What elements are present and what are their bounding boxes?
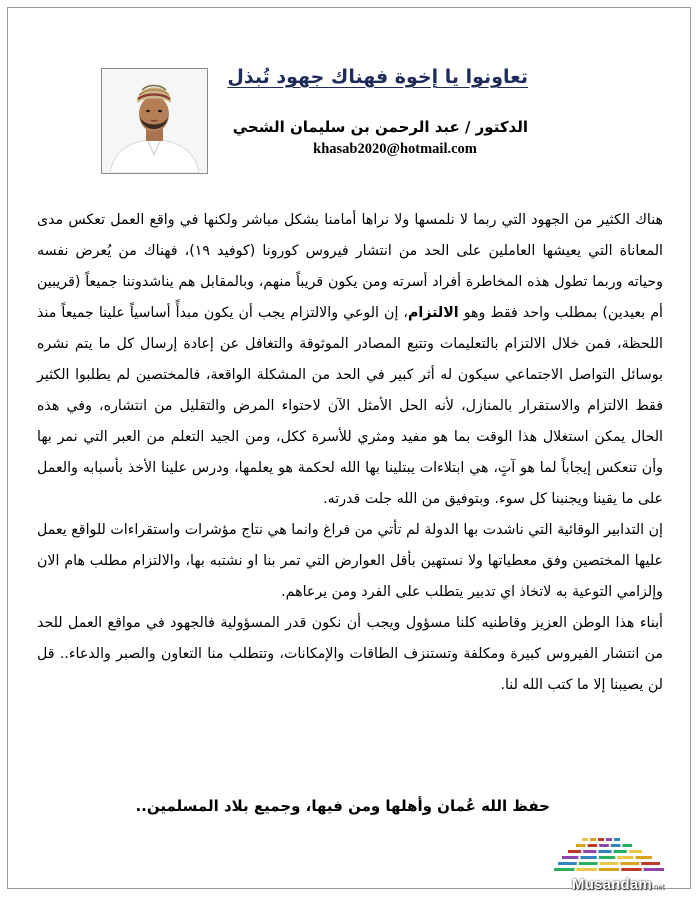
logo-stripe (580, 856, 596, 859)
logo-stripe (576, 868, 596, 871)
logo-stripe (621, 868, 641, 871)
logo-stripe (614, 850, 627, 853)
article-title: تعاونوا يا إخوة فهناك جهود تُبذل (227, 66, 528, 88)
logo-stripe (599, 856, 615, 859)
logo-stripe (576, 844, 586, 847)
logo-stripe (554, 868, 574, 871)
paragraph-2: إن التدابير الوقائية التي ناشدت بها الدولة لم تأتي من فراغ وانما هي نتاج مؤشرات واستقراءات للواقع يعمل عليها المختصين وفق معطياتها ولا نستهين بأقل العوارض التي تمر بنا او نشتبه بها، والالتزام مطلب هام الان وإلزامي التوعية به لاتخاذ اي تدبير يتطلب على الفرد ومن يرعاهم. (37, 522, 663, 600)
logo-stripe (629, 850, 642, 853)
article-body (37, 205, 663, 701)
logo-stripe (588, 844, 598, 847)
paragraph-1-part-2: ، إن الوعي والالتزام يجب أن يكون مبدأً أساسياً علينا جميعاً منذ اللحظة، فمن خلال الالتزام بالتعليمات وتتبع المصادر الموثوقة والتغافل عن إعادة إرسال كل ما يتم نشره بوسائل التواصل الاجتماعي سيكون له أثر كبير في الحد من المشكلة الواقعة، فالمختصين لم يطلبوا الكثير فقط الالتزام والاستقرار بالمنازل، لأنه الحل الأمثل الآن لاحتواء المرض والتقليل من انتشاره، وفي هذه الحال يمكن استغلال هذا الوقت بما هو مفيد ومثري للأسرة ككل، ومن الجيد التعلم من العبر التي نمر بها وأن تنعكس إيجاباً لما هو آتٍ، هي ابتلاءات يبتلينا بها الله لحكمة هو يعلمها، ودرس علينا الأخذ بأسبابه والعمل على ما يقينا ويجنبنا كل سوء. وبتوفيق من الله جلت قدرته. (37, 305, 663, 507)
logo-stripe (579, 862, 598, 865)
logo-stripe (568, 850, 581, 853)
logo-stripe (599, 844, 609, 847)
paragraph-1 (37, 205, 663, 515)
logo-stripe (620, 862, 639, 865)
watermark-name: Musandam (572, 876, 652, 893)
author-email[interactable]: khasab2020@hotmail.com (313, 141, 477, 157)
paragraph-3: أبناء هذا الوطن العزيز وقاطنيه كلنا مسؤول ويجب أن نكون قدر المسؤولية فالجهود في مواقع العمل للحد من انتشار الفيروس كبيرة ومكلفة وتستنزف الطاقات والإمكانات، وتتطلب منا التعاون والصبر والدعاء.. قل لن يصيبنا إلا ما كتب الله لنا. (37, 615, 663, 693)
author-photo (101, 68, 208, 174)
logo-stripe (617, 856, 633, 859)
logo-stripe (562, 856, 578, 859)
watermark-suffix: net (654, 883, 666, 892)
emphasis-commitment: الالتزام (408, 305, 459, 321)
logo-stripe (590, 838, 596, 841)
logo-stripe (583, 850, 596, 853)
paragraph-1-part-1: هناك الكثير من الجهود التي ربما لا نلمسها ولا نراها أمامنا بشكل مباشر ولكنها في واقع العمل تعكس مدى المعاناة التي يعيشها العاملين على الحد من انتشار فيروس كورونا (كوفيد ١٩)، فهناك من يُعرض نفسه وحياته وربما تطول هذه المخاطرة أفراد أسرته ومن يكون قريباً منهم، وبالمقابل هم يناشدوننا جميعاً (قريبين أم بعيدين) بمطلب واحد فقط وهو (37, 212, 663, 321)
logo-stripe (636, 856, 652, 859)
logo-stripe (558, 862, 577, 865)
logo-stripe (600, 862, 619, 865)
logo-stripe (644, 868, 664, 871)
logo-stripe (622, 844, 632, 847)
closing-prayer: حفظ الله عُمان وأهلها ومن فيها، وجميع بلاد المسلمين.. (135, 797, 550, 815)
logo-stripe (614, 838, 620, 841)
logo-stripe (611, 844, 621, 847)
logo-stripe (606, 838, 612, 841)
logo-stripe (582, 838, 588, 841)
logo-stripe (598, 850, 611, 853)
logo-stripe (599, 868, 619, 871)
logo-stripe (598, 838, 604, 841)
author-name: الدكتور / عبد الرحمن بن سليمان الشحي (232, 118, 528, 136)
logo-stripe (641, 862, 660, 865)
